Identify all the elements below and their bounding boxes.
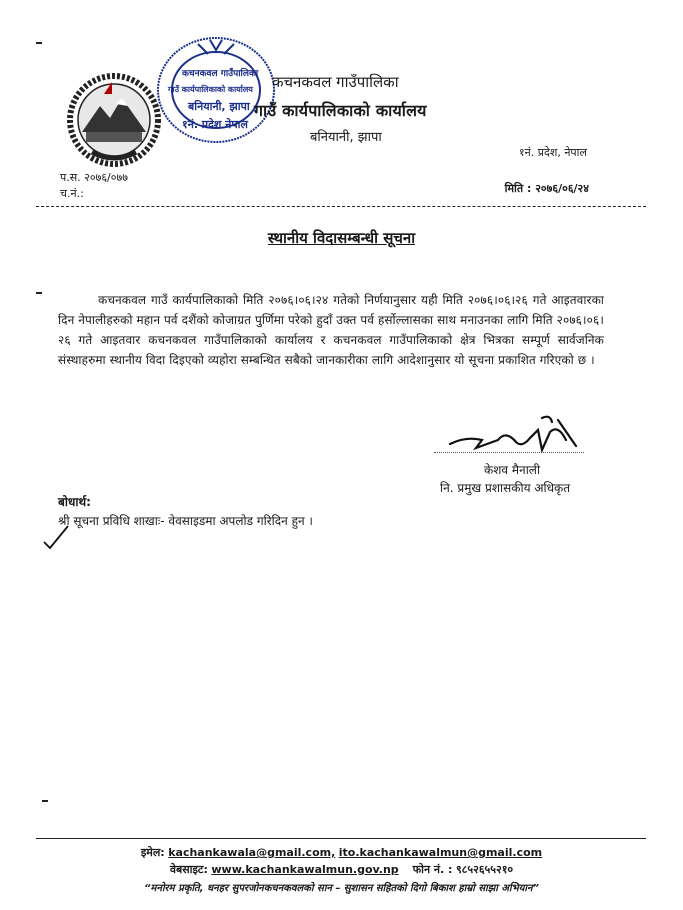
notice-date: मिति : २०७६/०६/२४ <box>504 182 589 195</box>
province-label: १नं. प्रदेश, नेपाल <box>518 146 587 159</box>
municipality-name: कचनकवल गाउँपालिका <box>272 73 399 91</box>
signatory-name: केशव मैनाली <box>484 463 541 477</box>
header-divider <box>36 206 646 207</box>
footer-divider <box>36 838 646 839</box>
email-link-2[interactable]: ito.kachankawalmun@gmail.com <box>338 846 543 859</box>
cc-recipient: श्री सूचना प्रविधि शाखाः- वेवसाइडमा अपलोड गरिदिन हुन । <box>58 514 313 528</box>
nepal-emblem-icon <box>66 72 162 168</box>
office-location: बनियानी, झापा <box>310 130 382 145</box>
body-paragraph: कचनकवल गाउँ कार्यपालिकाको मिति २०७६।०६।२४ गतेको निर्णयानुसार यही मिति २०७६।०६।२६ गते आइतवारका दिन नेपालीहरुको महान पर्व दशैंको कोजाग्रत पुर्णिमा परेको हुदाँ उक्त पर्व हर्सोल्लासका साथ मनाउनका लागि मिति २०७६।०६।२६ गते आइतवार कचनकवल गाउँपालिकाको कार्यालय र कचनकवल गाउँपालिकाको क्षेत्र भित्रका सम्पूर्ण सार्वजनिक संस्थाहरुमा स्थानीय विदा दिइएको व्यहोरा सम्बन्धित सबैको जानकारीका लागि आदेशानुसार यो सूचना प्रकाशित गरिएको छ । <box>58 293 604 367</box>
stamp-line-2: गाउँ कार्यपालिकाको कार्यालय <box>168 85 253 94</box>
reference-number: प.स. २०७६/०७७ <box>60 171 128 184</box>
signatory-title: नि. प्रमुख प्रशासकीय अधिकृत <box>440 481 571 495</box>
checkmark-icon <box>40 524 70 550</box>
margin-mark <box>36 292 42 294</box>
office-name: गाउँ कार्यपालिकाको कार्यालय <box>254 101 427 120</box>
stamp-line-3: बनियानी, झापा <box>188 100 250 113</box>
phone-number: ९८५२६५५२१० <box>455 863 514 876</box>
subject-text: स्थानीय विदासम्बन्धी सूचना <box>267 229 416 247</box>
signature-line <box>434 452 584 453</box>
phone-label: फोन नं. : <box>412 863 453 876</box>
footer-email-line <box>0 845 683 860</box>
cc-heading: बोधार्थ: <box>58 495 91 509</box>
footer-web-line <box>0 862 683 877</box>
website-link[interactable]: www.kachankawalmun.gov.np <box>211 863 399 876</box>
margin-mark <box>36 42 42 44</box>
notice-subject <box>0 228 683 248</box>
stamp-line-1: कचनकवल गाउँपालिका <box>182 69 259 79</box>
website-label: वेबसाइट: <box>169 863 208 876</box>
email-link-1[interactable]: kachankawala@gmail.com, <box>168 846 336 859</box>
stamp-line-4: १नं. प्रदेश नेपाल <box>182 118 248 131</box>
office-stamp-icon <box>152 32 280 146</box>
margin-mark <box>42 800 48 802</box>
dispatch-number: च.नं.: <box>60 187 84 200</box>
email-label: इमेल: <box>140 846 165 859</box>
notice-body <box>58 290 604 370</box>
footer-slogan: “मनोरम प्रकृति, धनहर सुपरजोनकचनकवलको सान – सुशासन सहितको दिगो बिकाश हाम्रो साझा अभियान” <box>143 883 540 894</box>
